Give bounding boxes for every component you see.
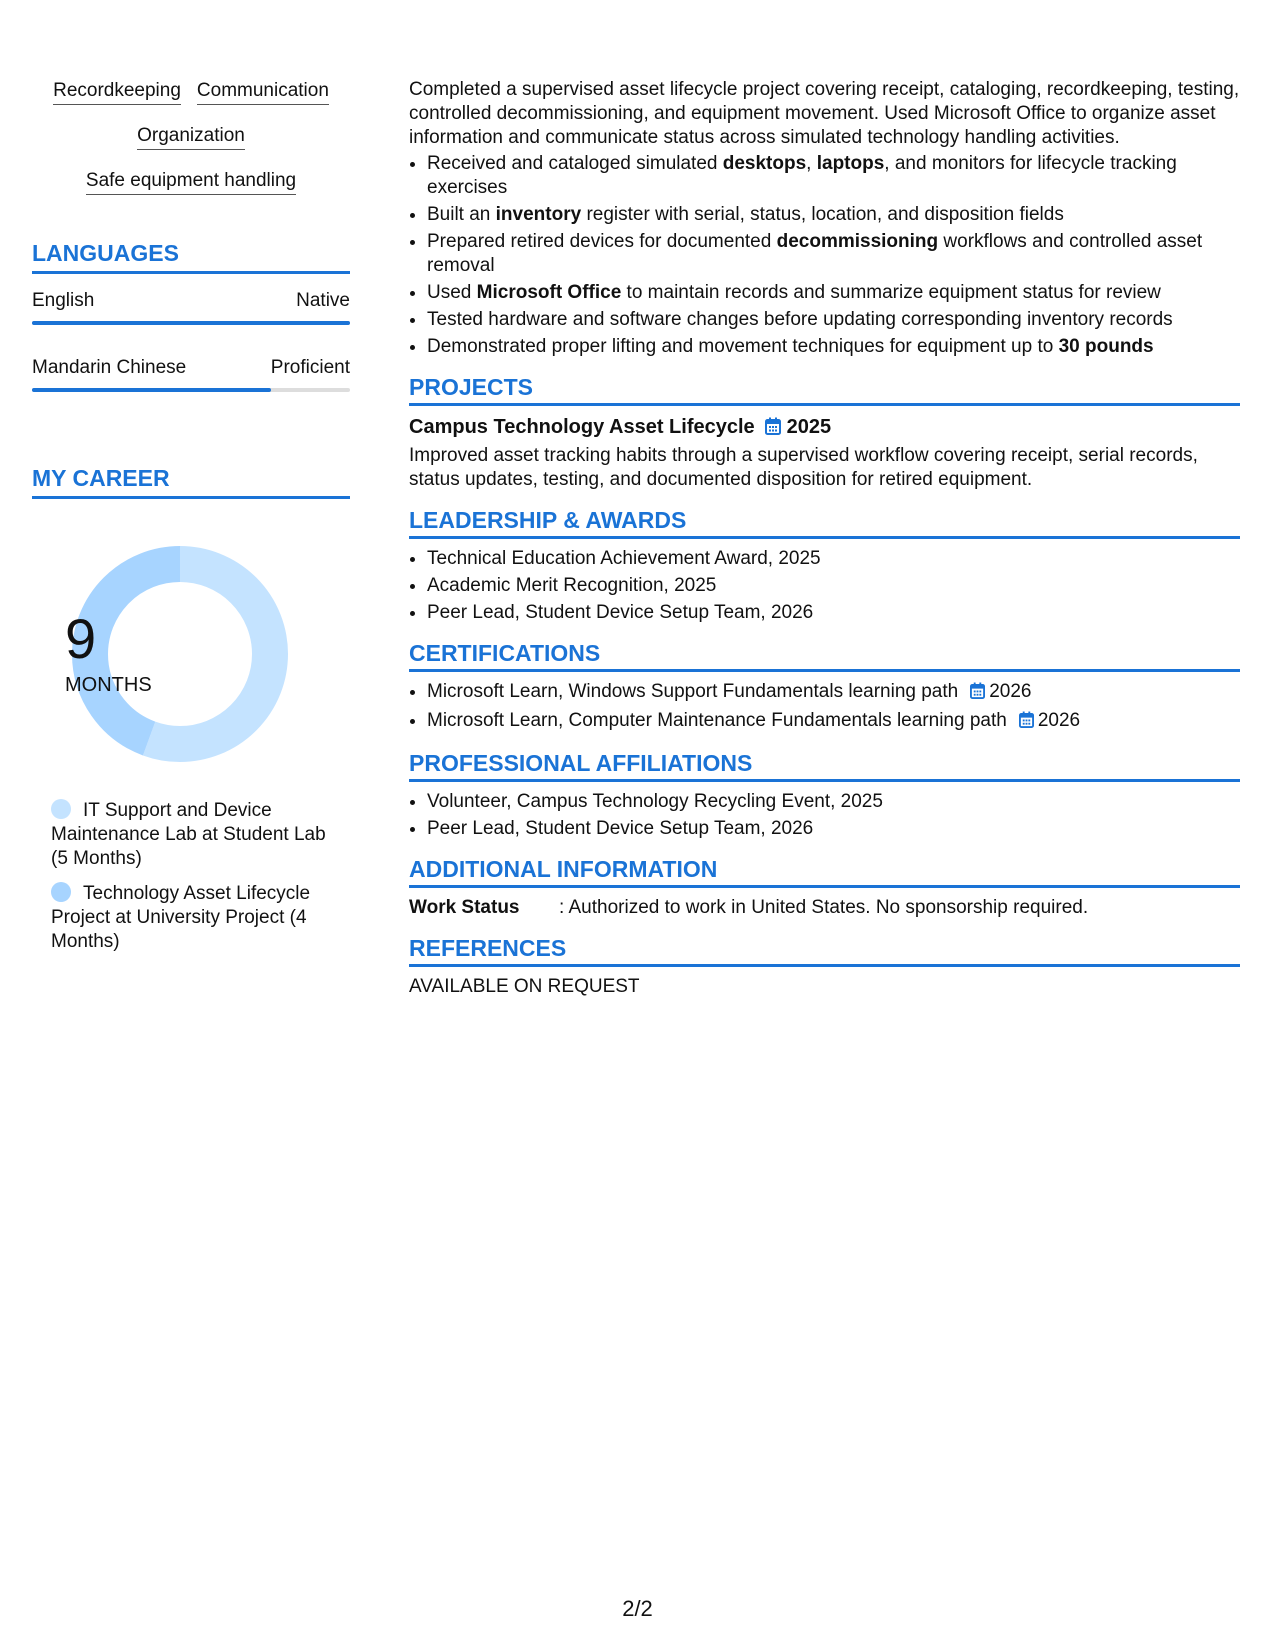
legend-dot	[51, 882, 71, 902]
award-item: • Peer Lead, Student Device Setup Team, 2026	[427, 601, 1240, 625]
affiliation-item: • Peer Lead, Student Device Setup Team, 2026	[427, 817, 1240, 841]
career-heading: MY CAREER	[32, 464, 350, 499]
language-name: English	[32, 290, 95, 311]
language-item	[32, 357, 350, 392]
project-year: 2025	[786, 416, 832, 438]
work-status-value: : Authorized to work in United States. No sponsorship required.	[559, 897, 1089, 918]
experience-bullet: • Received and cataloged simulated desktops, laptops, and monitors for lifecycle tracking exercises	[427, 152, 1240, 200]
certification-item	[427, 709, 1240, 735]
certification-name: Microsoft Learn, Windows Support Fundamentals learning path	[427, 681, 959, 702]
language-bar-fill	[32, 321, 350, 325]
certification-year: 2026	[1037, 710, 1081, 731]
awards-heading: LEADERSHIP & AWARDS	[409, 506, 1240, 539]
certification-name: Microsoft Learn, Computer Maintenance Fundamentals learning path	[427, 710, 1007, 731]
skill-tag: Safe equipment handling	[86, 170, 296, 195]
language-bar-track	[32, 321, 350, 325]
calendar-icon	[1019, 711, 1034, 735]
career-total-months: 9	[65, 607, 97, 670]
certifications-heading: CERTIFICATIONS	[409, 639, 1240, 672]
affiliations-list	[409, 790, 1240, 841]
affiliation-item: • Volunteer, Campus Technology Recycling Event, 2025	[427, 790, 1240, 814]
certification-year: 2026	[989, 681, 1032, 702]
experience-bullet: • Demonstrated proper lifting and movement techniques for equipment up to 30 pounds	[427, 335, 1240, 359]
affiliations-heading: PROFESSIONAL AFFILIATIONS	[409, 749, 1240, 782]
references-text: AVAILABLE ON REQUEST	[409, 976, 640, 997]
experience-bullet: • Prepared retired devices for documented decommissioning workflows and controlled asset removal	[427, 230, 1240, 278]
calendar-icon	[765, 416, 781, 442]
legend-label: IT Support and Device Maintenance Lab at Student Lab (5 Months)	[51, 800, 326, 869]
calendar-icon	[970, 682, 985, 706]
language-bar-fill	[32, 388, 271, 392]
languages-heading: LANGUAGES	[32, 239, 350, 274]
language-bar-track	[32, 388, 350, 392]
language-item	[32, 290, 350, 325]
project-header	[409, 414, 1240, 442]
experience-bullet: • Used Microsoft Office to maintain records and summarize equipment status for review	[427, 281, 1240, 305]
left-column	[32, 80, 350, 965]
experience-bullets	[409, 152, 1240, 359]
project-description: Improved asset tracking habits through a supervised workflow covering receipt, serial records, status updates, testing, and documented disposition for retired equipment.	[409, 445, 1198, 490]
experience-bullet: • Tested hardware and software changes before updating corresponding inventory records	[427, 308, 1240, 332]
legend-item	[51, 799, 341, 871]
legend-label: Technology Asset Lifecycle Project at University Project (4 Months)	[51, 883, 311, 952]
award-item: • Technical Education Achievement Award, 2025	[427, 547, 1240, 571]
skill-row	[32, 80, 350, 105]
award-item: • Academic Merit Recognition, 2025	[427, 574, 1240, 598]
experience-summary: Completed a supervised asset lifecycle project covering receipt, cataloging, recordkeeping, testing, controlled decommissioning, and equipment movement. Used Microsoft Office to organize asset information and communicate status across simulated technology handling activities.	[409, 79, 1240, 148]
page-number: 2/2	[622, 1596, 653, 1621]
skill-row	[32, 170, 350, 195]
certifications-list	[409, 680, 1240, 735]
references-heading: REFERENCES	[409, 934, 1240, 967]
right-column	[409, 78, 1240, 999]
skill-tag: Recordkeeping	[53, 80, 181, 105]
skills-list	[32, 80, 350, 195]
legend-dot	[51, 799, 71, 819]
work-status-row	[409, 896, 1240, 920]
work-status-label: Work Status	[409, 897, 520, 918]
language-level: Native	[296, 290, 350, 311]
project-title: Campus Technology Asset Lifecycle	[409, 416, 755, 438]
additional-heading: ADDITIONAL INFORMATION	[409, 855, 1240, 888]
career-total-unit: MONTHS	[65, 674, 152, 696]
projects-heading: PROJECTS	[409, 373, 1240, 406]
experience-bullet: • Built an inventory register with serial, status, location, and disposition fields	[427, 203, 1240, 227]
career-section	[32, 464, 350, 954]
skill-row	[32, 125, 350, 150]
legend-item	[51, 882, 341, 954]
skill-tag: Communication	[197, 80, 329, 105]
awards-list	[409, 547, 1240, 625]
certification-item	[427, 680, 1240, 706]
language-level: Proficient	[270, 357, 350, 378]
language-name: Mandarin Chinese	[32, 357, 187, 378]
skill-tag: Organization	[137, 125, 245, 150]
career-donut-chart	[65, 539, 295, 769]
career-legend	[51, 799, 341, 954]
languages-section	[32, 239, 350, 392]
